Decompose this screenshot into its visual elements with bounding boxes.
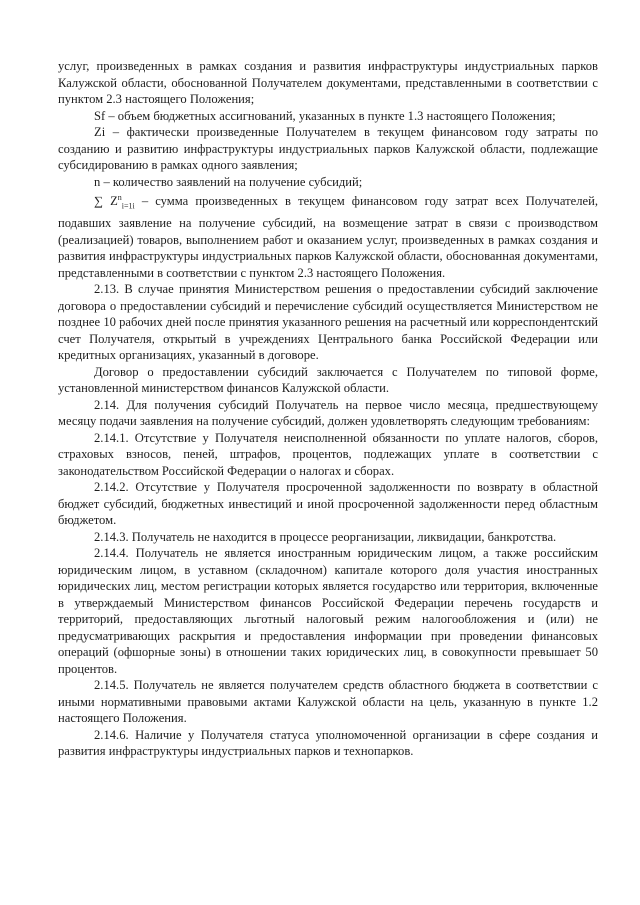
paragraph-n-definition: n – количество заявлений на получение субсидий; [94, 174, 363, 189]
paragraph-2-14-6: 2.14.6. Наличие у Получателя статуса уполномоченной организации в сфере создания и развития инфраструктуры индустриальных парков и технопарков. [58, 727, 598, 759]
paragraph-zi-definition: Zi – фактически произведенные Получателем в текущем финансовом году затраты по созданию и развитию инфраструктуры индустриальных парков Калужской области, подлежащие субсидированию в рамках одного заявления; [58, 125, 598, 172]
paragraph-2-14-1: 2.14.1. Отсутствие у Получателя неисполненной обязанности по уплате налогов, сборов, страховых взносов, пеней, штрафов, процентов, подлежащих уплате в соответствии с законодательством Российской Федерации о налогах и сборах. [58, 430, 598, 478]
paragraph-contract-form: Договор о предоставлении субсидий заключается с Получателем по типовой форме, установленной министерством финансов Калужской области. [58, 364, 598, 396]
paragraph-2-14-2: 2.14.2. Отсутствие у Получателя просроченной задолженности по возврату в областной бюджет субсидий, бюджетных инвестиций и иной просроченной задолженности перед областным бюджетом. [58, 480, 598, 528]
sum-formula [94, 193, 135, 211]
paragraph-2-14: 2.14. Для получения субсидий Получатель на первое число месяца, предшествующему месяцу подачи заявления на получение субсидий, должен удовлетворять следующим требованиям: [58, 397, 598, 429]
sum-description: – сумма произведенных в текущем финансовом году затрат всех Получателей, подавших заявление на получение субсидий, на возмещение затрат в связи с производством (реализацией) товаров, выполнением работ и оказанием услуг, произведенных в рамках создания и развития инфраструктуры индустриальных парков Калужской области, обоснованная документами, представленными в соответствии с пунктом 2.3 настоящего Положения. [58, 194, 598, 280]
sum-lower-limit: i=1 [121, 201, 133, 211]
sum-upper-limit: n [117, 193, 122, 202]
paragraph-sum-definition [58, 190, 598, 281]
paragraph-2-13: 2.13. В случае принятия Министерством решения о предоставлении субсидий заключение договора о предоставлении субсидий и перечисление субсидий осуществляется Министерством не позднее 10 рабочих дней после принятия указанного решения на расчетный или корреспондентский счет Получателя, открытый в учреждениях Центрального банка Российской Федерации или кредитных организациях, указанный в договоре. [58, 282, 598, 363]
sum-index: i [132, 201, 135, 211]
paragraph-2-14-3: 2.14.3. Получатель не находится в процессе реорганизации, ликвидации, банкротства. [94, 529, 557, 544]
sum-symbol: ∑ Z [94, 194, 118, 209]
paragraph-sf-definition: Sf – объем бюджетных ассигнований, указанных в пункте 1.3 настоящего Положения; [94, 108, 556, 123]
paragraph-2-14-4: 2.14.4. Получатель не является иностранным юридическим лицом, а также российским юридическим лицом, в уставном (складочном) капитале которого доля участия иностранных юридических лиц, местом регистрации которых является государство или территория, включенные в утверждаемый Министерством финансов Российской Федерации перечень государств и территорий, предоставляющих льготный налоговый режим налогообложения и (или) не предусматривающих раскрытия и предоставления информации при проведении финансовых операций (офшорные зоны) в отношении таких юридических лиц, в совокупности превышает 50 процентов. [58, 546, 598, 676]
paragraph-2-14-5: 2.14.5. Получатель не является получателем средств областного бюджета в соответствии с иными нормативными правовыми актами Калужской области на цель, указанную в пункте 1.2 настоящего Положения. [58, 678, 598, 726]
paragraph-continuation: услуг, произведенных в рамках создания и развития инфраструктуры индустриальных парков Калужской области, обоснованной Получателем документами, представленными в соответствии с пунктом 2.3 настоящего Положения; [58, 59, 598, 106]
document-body [58, 58, 598, 760]
